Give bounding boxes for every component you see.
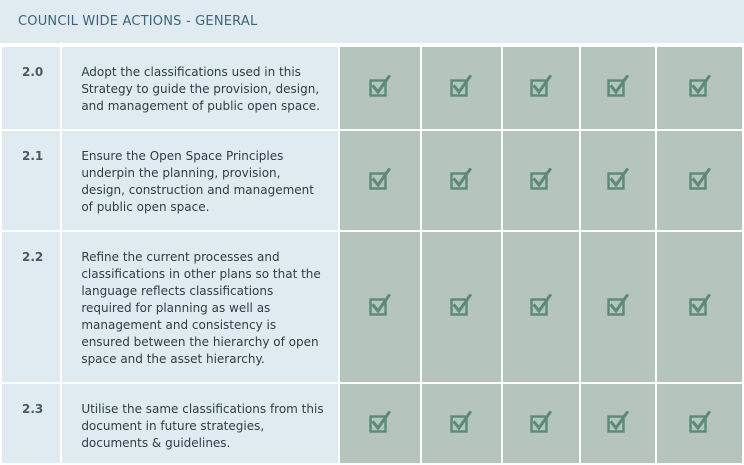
check-cell (421, 130, 501, 231)
check-cell (502, 46, 580, 130)
checked-box-icon (530, 294, 552, 316)
actions-table (0, 45, 744, 465)
checked-box-icon (607, 411, 629, 433)
check-cell (656, 130, 743, 231)
checked-box-icon (689, 411, 711, 433)
checked-box-icon (369, 168, 391, 190)
checked-box-icon (530, 168, 552, 190)
check-cell (339, 383, 421, 464)
checked-box-icon (369, 75, 391, 97)
check-cell (580, 383, 656, 464)
check-cell (339, 130, 421, 231)
checked-box-icon (369, 411, 391, 433)
check-cell (580, 231, 656, 383)
checked-box-icon (530, 75, 552, 97)
checked-box-icon (450, 75, 472, 97)
table-row (1, 231, 743, 383)
check-cell (502, 130, 580, 231)
action-description: Utilise the same classifications from this document in future strategies, documents & guidelines. (61, 383, 338, 464)
check-cell (502, 231, 580, 383)
action-number: 2.1 (1, 130, 61, 231)
check-cell (656, 46, 743, 130)
checked-box-icon (450, 411, 472, 433)
checked-box-icon (450, 294, 472, 316)
section-header (0, 0, 744, 45)
action-description: Refine the current processes and classifications in other plans so that the language reflects classifications required for planning as well as management and consistency is ensured between the hierarchy of open space and the asset hierarchy. (61, 231, 338, 383)
checked-box-icon (607, 294, 629, 316)
checked-box-icon (369, 294, 391, 316)
check-cell (656, 383, 743, 464)
checked-box-icon (607, 75, 629, 97)
check-cell (580, 130, 656, 231)
action-number: 2.0 (1, 46, 61, 130)
action-number: 2.3 (1, 383, 61, 464)
check-cell (339, 231, 421, 383)
check-cell (421, 231, 501, 383)
action-description: Adopt the classifications used in this Strategy to guide the provision, design, and management of public open space. (61, 46, 338, 130)
table-row (1, 46, 743, 130)
action-number: 2.2 (1, 231, 61, 383)
check-cell (502, 383, 580, 464)
checked-box-icon (689, 168, 711, 190)
checked-box-icon (689, 75, 711, 97)
table-row (1, 383, 743, 464)
checked-box-icon (530, 411, 552, 433)
check-cell (339, 46, 421, 130)
check-cell (421, 383, 501, 464)
section-title: COUNCIL WIDE ACTIONS - GENERAL (18, 14, 258, 29)
checked-box-icon (450, 168, 472, 190)
check-cell (580, 46, 656, 130)
checked-box-icon (689, 294, 711, 316)
table-row (1, 130, 743, 231)
checked-box-icon (607, 168, 629, 190)
check-cell (656, 231, 743, 383)
check-cell (421, 46, 501, 130)
action-description: Ensure the Open Space Principles underpin the planning, provision, design, construction and management of public open space. (61, 130, 338, 231)
